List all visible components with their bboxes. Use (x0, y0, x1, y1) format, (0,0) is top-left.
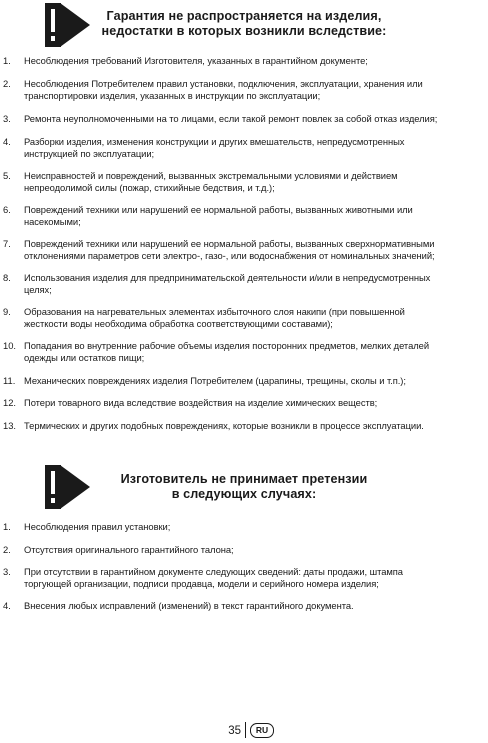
list-item-text (24, 521, 484, 533)
section-heading-claims-not-accepted (0, 463, 488, 513)
section-title (94, 472, 394, 502)
list-item-text (24, 55, 484, 67)
list-item-text (24, 397, 484, 409)
list-item-text (24, 272, 484, 296)
list-item-text (24, 375, 484, 387)
list-item-number: 2. (3, 78, 11, 89)
list-item-line: Неисправностей и повреждений, вызванных экстремальными условиями и действием (24, 170, 398, 181)
list-item-line: отклонениями параметров сети электро-, газо-, или водоснабжения от номинальных значений; (24, 250, 435, 261)
list-item-line: При отсутствии в гарантийном документе следующих сведений: даты продажи, штампа (24, 566, 403, 577)
list-item-number: 1. (3, 521, 11, 532)
list-item-line: Механических повреждениях изделия Потребителем (царапины, трещины, сколы и т.п.); (24, 375, 406, 386)
list-item-line: Использования изделия для предпринимательской деятельности и/или в непредусмотренных (24, 272, 431, 283)
list-item-number: 4. (3, 136, 11, 147)
list-item-line: Несоблюдения требований Изготовителя, указанных в гарантийном документе; (24, 55, 368, 66)
list-item-number: 12. (3, 397, 17, 408)
list-item-text (24, 238, 484, 262)
list-item-line: инструкцией по эксплуатации; (24, 148, 155, 159)
list-item-line: одежды или остатков пищи; (24, 352, 145, 363)
list-item-number: 1. (3, 55, 11, 66)
list-item-line: Повреждений техники или нарушений ее нормальной работы, вызванных сверхнормативными (24, 238, 435, 249)
list-item-line: целях; (24, 284, 52, 295)
list-item-text (24, 78, 484, 102)
footer-divider (245, 722, 246, 738)
list-item-text (24, 136, 484, 160)
list-item-number: 11. (3, 375, 16, 386)
list-item-number: 7. (3, 238, 11, 249)
list-item-line: Отсутствия оригинального гарантийного талона; (24, 544, 234, 555)
list-item-number: 9. (3, 306, 11, 317)
list-item-number: 3. (3, 566, 11, 577)
list-item-number: 8. (3, 272, 11, 283)
section-title-line: Гарантия не распространяется на изделия, (106, 9, 382, 23)
page-number: 35 (228, 725, 241, 737)
section-title-line: Изготовитель не принимает претензии (120, 472, 368, 486)
list-item-line: торгующей организации, подписи продавца, модели и серийного номера изделия; (24, 578, 379, 589)
list-item-number: 4. (3, 600, 11, 611)
page-footer (0, 722, 488, 740)
list-item-number: 3. (3, 113, 11, 124)
list-item-line: Несоблюдения правил установки; (24, 521, 171, 532)
list-item-line: Потери товарного вида вследствие воздействия на изделие химических веществ; (24, 397, 378, 408)
list-item-line: Внесения любых исправлений (изменений) в текст гарантийного документа. (24, 600, 354, 611)
list-item-line: Попадания во внутренние рабочие объемы изделия посторонних предметов, мелких деталей (24, 340, 430, 351)
list-item-text (24, 544, 484, 556)
section-heading-warranty-exclusions (0, 2, 488, 52)
list-item-line: Несоблюдения Потребителем правил установки, подключения, эксплуатации, хранения или (24, 78, 423, 89)
list-item-number: 6. (3, 204, 11, 215)
list-item-number: 13. (3, 420, 17, 431)
list-item-line: Повреждений техники или нарушений ее нормальной работы, вызванных животными или (24, 204, 413, 215)
list-item-line: непреодолимой силы (пожар, стихийные бедствия, и т.д.); (24, 182, 275, 193)
list-item-text (24, 113, 484, 125)
section-title (94, 9, 394, 39)
list-item-text (24, 600, 484, 612)
list-item-line: насекомыми; (24, 216, 81, 227)
list-item-text (24, 420, 484, 432)
list-item-line: Ремонта неуполномоченными на то лицами, если такой ремонт повлек за собой отказ изделия; (24, 113, 438, 124)
list-item-line: Термических и других подобных повреждениях, которые возникли в процессе эксплуатации. (24, 420, 424, 431)
list-item-line: транспортировки изделия, указанных в инструкции по эксплуатации; (24, 90, 321, 101)
list-item-text (24, 170, 484, 194)
list-item-text (24, 306, 484, 330)
list-item-number: 10. (3, 340, 17, 351)
exclamation-warning-icon (44, 3, 90, 47)
section-title-line: недостатки в которых возникли вследствие: (101, 24, 387, 38)
language-badge: RU (250, 723, 274, 738)
list-item-text (24, 566, 484, 590)
list-item-line: Разборки изделия, изменения конструкции и других вмешательств, непредусмотренных (24, 136, 405, 147)
list-item-line: Образования на нагревательных элементах избыточного слоя накипи (при повышенной (24, 306, 405, 317)
list-item-line: жесткости воды необходима обработка соответствующими составами); (24, 318, 333, 329)
section-title-line: в следующих случаях: (171, 487, 317, 501)
list-item-number: 5. (3, 170, 11, 181)
exclamation-warning-icon (44, 465, 90, 509)
list-item-text (24, 340, 484, 364)
list-item-number: 2. (3, 544, 11, 555)
list-item-text (24, 204, 484, 228)
